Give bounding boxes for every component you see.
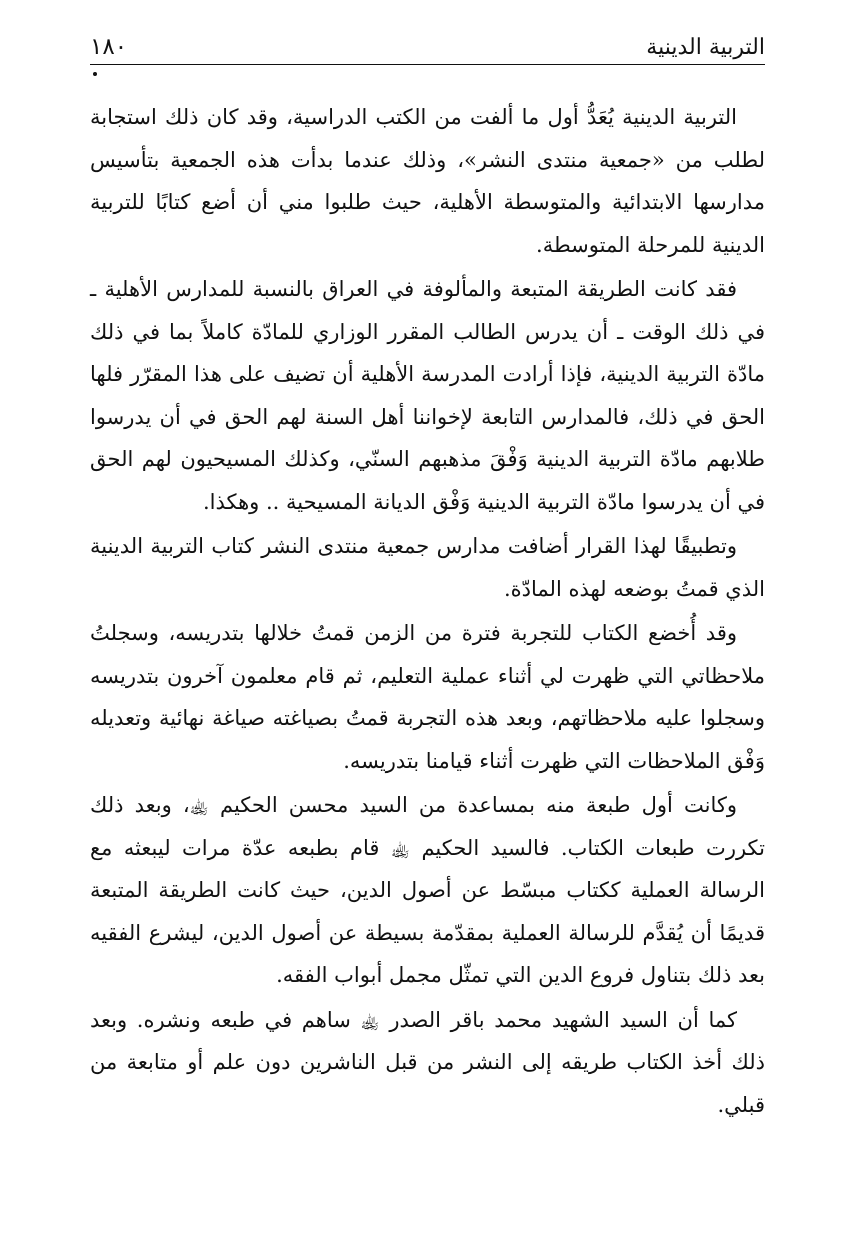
- page-body: [90, 96, 765, 1209]
- paragraph: وكانت أول طبعة منه بمساعدة من السيد محسن الحكيم ﵀، وبعد ذلك تكررت طبعات الكتاب. فالسيد الحكيم ﵀ قام بطبعه عدّة مرات ليبعثه مع الرسالة العملية ككتاب مبسّط عن أصول الدين، حيث كانت الطريقة المتبعة قديمًا أن يُقدَّم للرسالة العملية بمقدّمة بسيطة عن أصول الدين، ليشرع الفقيه بعد ذلك بتناول فروع الدين التي تمثّل مجمل أبواب الفقه.: [90, 793, 765, 987]
- page-header: [90, 30, 765, 60]
- running-title: التربية الدينية: [646, 35, 765, 60]
- header-dot: [93, 72, 97, 76]
- paragraph: وقد أُخضع الكتاب للتجربة فترة من الزمن قمتُ خلالها بتدريسه، وسجلتُ ملاحظاتي التي ظهرت لي أثناء عملية التعليم، ثم قام معلمون آخرون بتدريسه وسجلوا عليه ملاحظاتهم، وبعد هذه التجربة قمتُ بصياغته صياغة نهائية وتعديله وَفْق الملاحظات التي ظهرت أثناء قيامنا بتدريسه.: [90, 621, 765, 773]
- paragraph: التربية الدينية يُعَدُّ أول ما ألفت من الكتب الدراسية، وقد كان ذلك استجابة لطلب من «جمعية منتدى النشر»، وذلك عندما بدأت هذه الجمعية بتأسيس مدارسها الابتدائية والمتوسطة الأهلية، حيث طلبوا مني أن أضع كتابًا للتربية الدينية للمرحلة المتوسطة.: [90, 105, 765, 257]
- paragraph: فقد كانت الطريقة المتبعة والمألوفة في العراق بالنسبة للمدارس الأهلية ـ في ذلك الوقت ـ أن يدرس الطالب المقرر الوزاري للمادّة كاملاً بما في ذلك مادّة التربية الدينية، فإذا أرادت المدرسة الأهلية أن تضيف على هذا المقرّر فلها الحق في ذلك، فالمدارس التابعة لإخواننا أهل السنة لهم الحق في أن يدرسوا طلابهم مادّة التربية الدينية وَفْقَ مذهبهم السنّي، وكذلك المسيحيون لهم الحق في أن يدرسوا مادّة التربية الدينية وَفْق الديانة المسيحية .. وهكذا.: [90, 277, 765, 514]
- paragraph: وتطبيقًا لهذا القرار أضافت مدارس جمعية منتدى النشر كتاب التربية الدينية الذي قمتُ بوضعه لهذه المادّة.: [90, 534, 765, 601]
- paragraph: كما أن السيد الشهيد محمد باقر الصدر ﵀ ساهم في طبعه ونشره. وبعد ذلك أخذ الكتاب طريقه إلى النشر من قبل الناشرين دون علم أو متابعة من قبلي.: [90, 1007, 765, 1117]
- page-number: ١٨٠: [90, 34, 128, 60]
- header-rule: [90, 64, 765, 65]
